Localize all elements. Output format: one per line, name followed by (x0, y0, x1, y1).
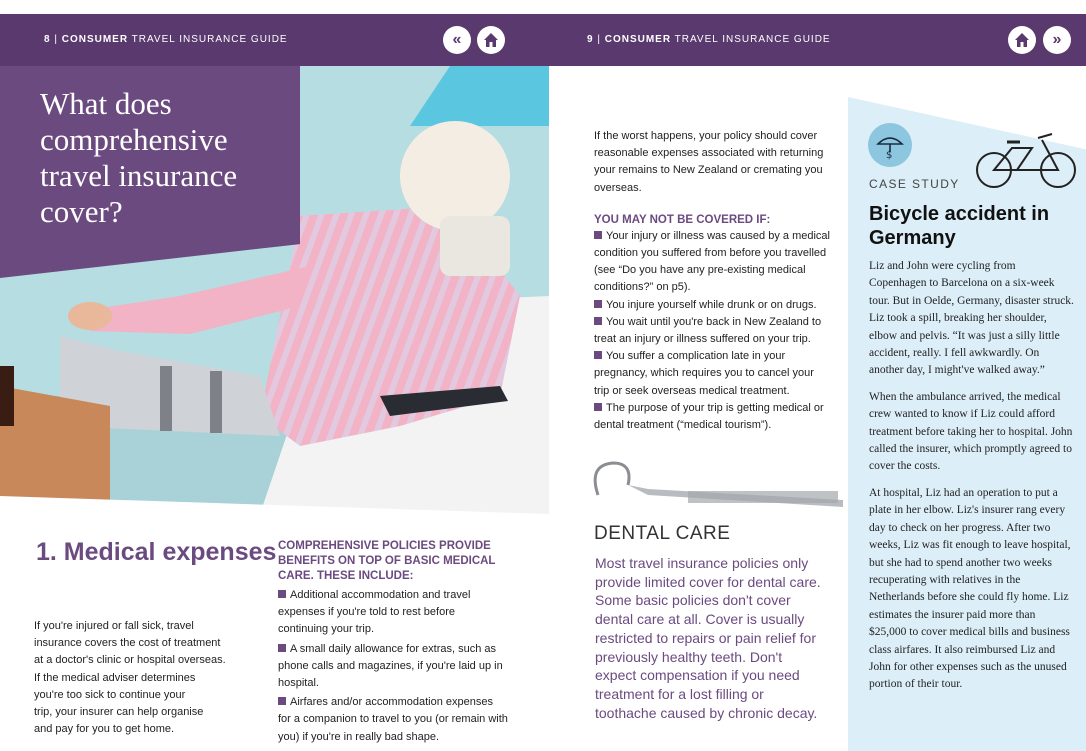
benefits-column (278, 539, 508, 746)
right-header-guide-title: TRAVEL INSURANCE GUIDE (671, 34, 831, 45)
bullet-square-icon (594, 317, 602, 325)
bicycle-illustration (972, 130, 1080, 190)
not-covered-heading: YOU MAY NOT BE COVERED IF: (594, 213, 771, 226)
left-page-number: 8 (44, 34, 51, 45)
intro-line: insurance covers the cost of treatment (34, 637, 221, 650)
section-title-medical-expenses: 1. Medical expenses (36, 538, 277, 566)
right-home-button[interactable] (1008, 26, 1036, 54)
not-covered-item: Your injury or illness was caused by a medical condition you suffered from before you travelled (see “Do you have any pre-existing medical conditions?” on p5). (594, 229, 830, 294)
case-study-text (869, 258, 1075, 703)
right-header-title: 9 | CONSUMER TRAVEL INSURANCE GUIDE (587, 34, 831, 45)
case-paragraph: Liz and John were cycling from Copenhagen to Barcelona on a six-week tour. But in Oelde, Germany, disaster struck. Liz took a spill, breaking her shoulder, elbow and pelvis. “It was just a silly little accident, really. I fell awkwardly. On another day, I might've walked away.” (869, 260, 1074, 377)
dental-care-title: DENTAL CARE (594, 523, 731, 544)
dental-care-text: Most travel insurance policies only provide limited cover for dental care. Some basic policies don't cover dental care at all. Cover is usually restricted to repairs or pain relief for previously healthy teeth. Don't expect compensation if you need treatment for a lost filling or toothache caused by chronic decay. (595, 555, 821, 721)
intro-line: If the medical adviser determines (34, 671, 196, 684)
left-home-button[interactable] (477, 26, 505, 54)
double-chevron-right-icon: » (1052, 31, 1062, 48)
right-page-header (549, 14, 1086, 66)
case-study-title: Bicycle accident in Germany (869, 203, 1050, 249)
left-header-title: 8 | CONSUMER TRAVEL INSURANCE GUIDE (44, 34, 288, 45)
page-title: What does comprehensive travel insurance cover? (40, 86, 238, 229)
bullet-square-icon (278, 644, 286, 652)
intro-line: at a doctor's clinic or hospital overseas. (34, 654, 226, 667)
left-header-guide-title: TRAVEL INSURANCE GUIDE (128, 34, 288, 45)
remains-paragraph: If the worst happens, your policy should cover reasonable expenses associated with returning your remains to New Zealand or cremating you overseas. (594, 130, 824, 194)
intro-line: and pay for you to get home. (34, 723, 175, 736)
previous-page-button[interactable] (443, 26, 471, 54)
not-covered-column (594, 128, 830, 434)
left-page-header (0, 14, 549, 66)
not-covered-item: You injure yourself while drunk or on drugs. (594, 297, 830, 314)
not-covered-item: You wait until you're back in New Zealand to treat an injury or illness suffered on your trip. (594, 315, 822, 346)
benefit-item: Airfares and/or accommodation expenses for a companion to travel to you (or remain with you) if you're in really bad shape. (278, 696, 508, 743)
bullet-square-icon (594, 300, 602, 308)
not-covered-item: The purpose of your trip is getting medical or dental treatment (“medical tourism”). (594, 401, 824, 432)
left-header-brand: CONSUMER (61, 34, 129, 45)
next-page-button[interactable] (1043, 26, 1071, 54)
benefit-item: A small daily allowance for extras, such as phone calls and magazines, if you're laid up in hospital. (278, 642, 503, 690)
bullet-square-icon (278, 590, 286, 598)
case-paragraph: At hospital, Liz had an operation to put a plate in her elbow. Liz's insurer rang every day to check on her progress. After two weeks, Liz was fit enough to leave hospital, but she had to spend another two weeks recuperating with relatives in the Netherlands before she could fly home. Liz estimates the insurer paid more than $25,000 to cover medical bills and business class airfares. It also reimbursed Liz and John for other expenses such as the unused portion of their tour. (869, 486, 1071, 691)
intro-line: trip, your insurer can help organise (34, 706, 204, 719)
benefits-heading: COMPREHENSIVE POLICIES PROVIDE BENEFITS ON TOP OF BASIC MEDICAL CARE. THESE INCLUDE: (278, 540, 496, 582)
bullet-square-icon (278, 697, 286, 705)
not-covered-item: You suffer a complication late in your pregnancy, which requires you to cancel your trip or seek overseas medical treatment. (594, 350, 814, 397)
benefit-item: Additional accommodation and travel expenses if you're told to rest before continuing your trip. (278, 589, 471, 636)
right-header-brand: CONSUMER (604, 34, 672, 45)
bullet-square-icon (594, 403, 602, 411)
intro-line: If you're injured or fall sick, travel (34, 620, 194, 632)
svg-text:$: $ (886, 150, 893, 160)
double-chevron-left-icon: « (452, 31, 462, 48)
bullet-square-icon (594, 231, 602, 239)
case-study-label: CASE STUDY (869, 177, 960, 191)
home-icon (482, 31, 500, 49)
medical-intro (34, 618, 236, 738)
right-page-number: 9 (587, 34, 594, 45)
bullet-square-icon (594, 351, 602, 359)
home-icon (1013, 31, 1031, 49)
intro-line: you're too sick to continue your (34, 688, 186, 701)
umbrella-dollar-icon (875, 130, 905, 160)
case-paragraph: When the ambulance arrived, the medical crew wanted to know if Liz could afford treatment before taking her to hospital. John called the insurer, which promptly agreed to cover the costs. (869, 390, 1073, 473)
case-study-badge (868, 123, 912, 167)
